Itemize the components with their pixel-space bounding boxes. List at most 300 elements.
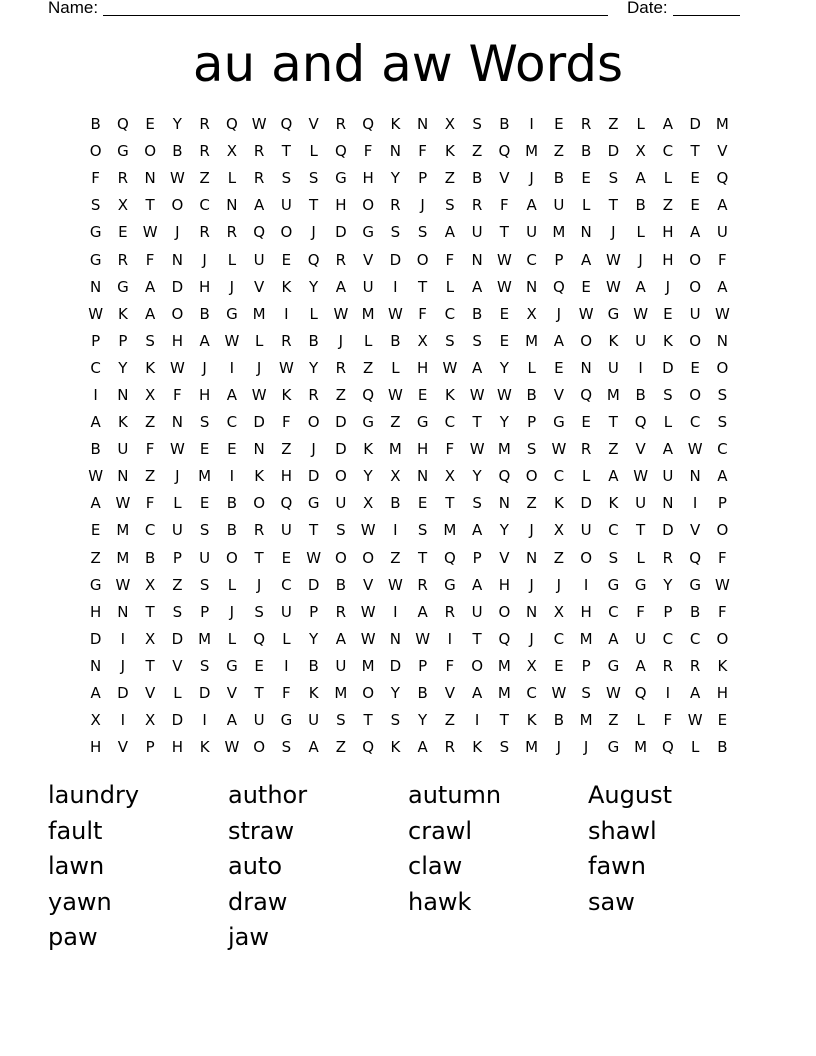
grid-letter[interactable]: T	[608, 413, 618, 432]
grid-letter[interactable]: J	[529, 575, 534, 594]
grid-letter[interactable]: P	[118, 331, 128, 350]
grid-letter[interactable]: R	[390, 196, 401, 215]
grid-letter[interactable]: E	[581, 169, 591, 188]
grid-letter[interactable]: F	[718, 250, 727, 269]
grid-letter[interactable]: O	[716, 521, 729, 540]
grid-letter[interactable]: H	[498, 575, 511, 594]
grid-letter[interactable]: A	[471, 277, 483, 296]
grid-letter[interactable]: J	[556, 738, 562, 757]
grid-letter[interactable]: K	[608, 494, 619, 513]
grid-letter[interactable]: E	[145, 115, 155, 134]
grid-letter[interactable]: U	[635, 331, 647, 350]
grid-letter[interactable]: I	[474, 711, 480, 730]
grid-letter[interactable]: J	[556, 575, 562, 594]
grid-letter[interactable]: N	[117, 467, 129, 486]
grid-letter[interactable]: T	[363, 711, 373, 730]
grid-letter[interactable]: J	[229, 602, 235, 621]
grid-letter[interactable]: N	[471, 250, 483, 269]
grid-letter[interactable]: B	[635, 196, 646, 215]
grid-letter[interactable]: K	[444, 385, 455, 404]
grid-letter[interactable]: A	[471, 358, 483, 377]
grid-letter[interactable]: Z	[90, 548, 101, 567]
grid-letter[interactable]: D	[89, 629, 102, 648]
grid-letter[interactable]: K	[444, 142, 455, 161]
grid-letter[interactable]: H	[89, 602, 102, 621]
grid-letter[interactable]: N	[117, 385, 129, 404]
grid-letter[interactable]: O	[362, 684, 375, 703]
grid-letter[interactable]: U	[362, 277, 374, 296]
grid-letter[interactable]: I	[583, 575, 589, 594]
grid-letter[interactable]: G	[689, 575, 701, 594]
grid-letter[interactable]: W	[360, 602, 376, 621]
grid-letter[interactable]: R	[335, 250, 347, 269]
grid-letter[interactable]: C	[444, 413, 456, 432]
grid-letter[interactable]: G	[117, 277, 129, 296]
grid-letter[interactable]: Z	[199, 169, 210, 188]
grid-letter[interactable]: L	[391, 358, 400, 377]
grid-letter[interactable]: Q	[225, 115, 238, 134]
grid-letter[interactable]: Q	[661, 738, 674, 757]
grid-letter[interactable]: S	[336, 521, 346, 540]
grid-letter[interactable]: T	[499, 223, 509, 242]
grid-letter[interactable]: K	[254, 467, 265, 486]
grid-letter[interactable]: G	[280, 711, 293, 730]
grid-letter[interactable]: L	[636, 711, 645, 730]
grid-letter[interactable]: T	[254, 684, 264, 703]
grid-letter[interactable]: X	[526, 304, 537, 323]
grid-letter[interactable]: D	[117, 684, 129, 703]
grid-letter[interactable]: S	[390, 223, 401, 242]
grid-letter[interactable]: E	[499, 304, 510, 323]
grid-letter[interactable]: T	[636, 521, 646, 540]
grid-letter[interactable]: P	[145, 738, 155, 757]
grid-letter[interactable]: F	[445, 250, 455, 269]
grid-letter[interactable]: A	[335, 629, 346, 648]
grid-letter[interactable]: R	[199, 223, 210, 242]
grid-letter[interactable]: B	[471, 169, 483, 188]
grid-letter[interactable]: I	[229, 467, 235, 486]
grid-letter[interactable]: L	[227, 250, 237, 269]
grid-letter[interactable]: U	[635, 629, 647, 648]
grid-letter[interactable]: D	[607, 142, 620, 161]
grid-letter[interactable]: H	[171, 331, 184, 350]
grid-letter[interactable]: Z	[172, 575, 183, 594]
grid-letter[interactable]: S	[608, 548, 619, 567]
grid-letter[interactable]: A	[689, 223, 701, 242]
grid-letter[interactable]: O	[253, 494, 266, 513]
grid-letter[interactable]: G	[607, 738, 620, 757]
grid-letter[interactable]: Z	[662, 196, 674, 215]
grid-letter[interactable]: V	[308, 115, 319, 134]
grid-letter[interactable]: Q	[334, 142, 347, 161]
grid-letter[interactable]: A	[553, 331, 564, 350]
grid-letter[interactable]: C	[281, 575, 292, 594]
grid-letter[interactable]: L	[636, 548, 645, 567]
grid-letter[interactable]: X	[90, 711, 101, 730]
grid-letter[interactable]: Q	[116, 115, 129, 134]
grid-letter[interactable]: A	[253, 196, 265, 215]
grid-letter[interactable]: P	[472, 548, 482, 567]
grid-letter[interactable]: J	[556, 304, 562, 323]
grid-letter[interactable]: D	[389, 656, 402, 675]
grid-letter[interactable]: T	[281, 142, 291, 161]
grid-letter[interactable]: Q	[498, 629, 511, 648]
grid-letter[interactable]: H	[171, 738, 184, 757]
grid-letter[interactable]: T	[472, 629, 482, 648]
grid-letter[interactable]: V	[362, 250, 374, 269]
grid-letter[interactable]: L	[173, 494, 182, 513]
grid-letter[interactable]: D	[335, 413, 347, 432]
grid-letter[interactable]: Q	[362, 115, 375, 134]
grid-letter[interactable]: B	[144, 548, 156, 567]
grid-letter[interactable]: N	[226, 196, 238, 215]
grid-letter[interactable]: R	[689, 656, 701, 675]
grid-letter[interactable]: H	[198, 385, 211, 404]
grid-letter[interactable]: B	[335, 575, 347, 594]
grid-letter[interactable]: L	[636, 115, 645, 134]
grid-letter[interactable]: A	[471, 575, 483, 594]
grid-letter[interactable]: F	[173, 385, 182, 404]
grid-letter[interactable]: G	[89, 250, 102, 269]
grid-letter[interactable]: I	[665, 684, 671, 703]
grid-letter[interactable]: R	[662, 548, 674, 567]
grid-letter[interactable]: A	[635, 277, 646, 296]
grid-letter[interactable]: J	[338, 331, 344, 350]
grid-letter[interactable]: Y	[663, 575, 673, 594]
grid-letter[interactable]: S	[199, 413, 210, 432]
grid-letter[interactable]: A	[526, 196, 537, 215]
grid-letter[interactable]: S	[281, 169, 292, 188]
grid-letter[interactable]: W	[306, 548, 322, 567]
grid-letter[interactable]: U	[117, 440, 129, 459]
grid-letter[interactable]: U	[471, 223, 483, 242]
grid-letter[interactable]: B	[689, 602, 701, 621]
grid-letter[interactable]: U	[635, 494, 647, 513]
grid-letter[interactable]: W	[605, 684, 621, 703]
grid-letter[interactable]: T	[499, 711, 509, 730]
grid-letter[interactable]: C	[444, 304, 456, 323]
grid-letter[interactable]: E	[554, 656, 564, 675]
grid-letter[interactable]: Z	[390, 548, 401, 567]
grid-letter[interactable]: G	[607, 656, 620, 675]
grid-letter[interactable]: U	[335, 656, 347, 675]
grid-letter[interactable]: F	[718, 602, 727, 621]
grid-letter[interactable]: J	[638, 250, 643, 269]
grid-letter[interactable]: B	[717, 738, 728, 757]
grid-letter[interactable]: M	[388, 440, 402, 459]
grid-letter[interactable]: L	[282, 629, 291, 648]
grid-letter[interactable]: W	[169, 169, 185, 188]
grid-letter[interactable]: S	[472, 494, 482, 513]
grid-letter[interactable]: E	[281, 250, 292, 269]
grid-letter[interactable]: K	[117, 304, 128, 323]
grid-letter[interactable]: P	[200, 602, 210, 621]
grid-letter[interactable]: Q	[716, 169, 729, 188]
grid-letter[interactable]: U	[253, 250, 265, 269]
grid-letter[interactable]: A	[417, 602, 428, 621]
grid-letter[interactable]: D	[662, 521, 674, 540]
grid-letter[interactable]: N	[171, 250, 183, 269]
grid-letter[interactable]: G	[226, 656, 238, 675]
grid-letter[interactable]: W	[333, 304, 349, 323]
grid-letter[interactable]: X	[553, 602, 565, 621]
grid-letter[interactable]: R	[444, 738, 456, 757]
grid-letter[interactable]: W	[578, 304, 594, 323]
grid-letter[interactable]: A	[717, 467, 728, 486]
grid-letter[interactable]: P	[91, 331, 101, 350]
grid-letter[interactable]: E	[499, 331, 510, 350]
grid-letter[interactable]: B	[471, 304, 483, 323]
grid-letter[interactable]: F	[718, 548, 727, 567]
grid-letter[interactable]: J	[583, 738, 589, 757]
grid-letter[interactable]: R	[253, 521, 265, 540]
grid-letter[interactable]: M	[252, 304, 266, 323]
grid-letter[interactable]: Z	[144, 467, 156, 486]
grid-letter[interactable]: X	[417, 331, 428, 350]
grid-letter[interactable]: D	[335, 440, 347, 459]
grid-letter[interactable]: T	[418, 277, 428, 296]
grid-letter[interactable]: A	[90, 494, 101, 513]
grid-letter[interactable]: A	[226, 385, 237, 404]
grid-letter[interactable]: K	[472, 738, 483, 757]
grid-letter[interactable]: L	[663, 413, 673, 432]
grid-letter[interactable]: W	[496, 277, 512, 296]
grid-letter[interactable]: T	[608, 196, 618, 215]
grid-letter[interactable]: P	[581, 656, 591, 675]
grid-letter[interactable]: K	[390, 738, 401, 757]
grid-letter[interactable]: W	[360, 521, 376, 540]
grid-letter[interactable]: Q	[443, 548, 456, 567]
grid-letter[interactable]: E	[581, 413, 591, 432]
grid-letter[interactable]: D	[198, 684, 211, 703]
grid-letter[interactable]: A	[635, 656, 646, 675]
grid-letter[interactable]: J	[311, 440, 316, 459]
grid-letter[interactable]: L	[581, 467, 591, 486]
grid-letter[interactable]: Z	[553, 548, 565, 567]
grid-letter[interactable]: C	[553, 467, 565, 486]
grid-letter[interactable]: G	[553, 413, 565, 432]
grid-letter[interactable]: U	[662, 467, 674, 486]
grid-letter[interactable]: F	[145, 250, 155, 269]
grid-letter[interactable]: E	[254, 656, 264, 675]
grid-letter[interactable]: W	[224, 331, 240, 350]
grid-letter[interactable]: F	[282, 684, 291, 703]
grid-letter[interactable]: T	[254, 548, 264, 567]
grid-letter[interactable]: D	[689, 115, 701, 134]
grid-letter[interactable]: W	[496, 250, 512, 269]
grid-letter[interactable]: G	[89, 223, 102, 242]
grid-letter[interactable]: Y	[499, 413, 509, 432]
grid-letter[interactable]: W	[442, 358, 458, 377]
grid-letter[interactable]: W	[387, 385, 403, 404]
grid-letter[interactable]: P	[309, 602, 319, 621]
grid-letter[interactable]: N	[716, 331, 728, 350]
grid-letter[interactable]: N	[171, 413, 183, 432]
grid-letter[interactable]: F	[363, 142, 373, 161]
grid-letter[interactable]: S	[145, 331, 155, 350]
grid-letter[interactable]: W	[605, 250, 621, 269]
grid-letter[interactable]: A	[689, 684, 701, 703]
grid-letter[interactable]: P	[527, 413, 537, 432]
grid-letter[interactable]: J	[256, 575, 262, 594]
grid-letter[interactable]: A	[662, 115, 673, 134]
grid-letter[interactable]: T	[418, 548, 428, 567]
grid-letter[interactable]: G	[634, 575, 647, 594]
grid-letter[interactable]: O	[280, 223, 293, 242]
grid-letter[interactable]: O	[689, 250, 702, 269]
grid-letter[interactable]: R	[226, 223, 238, 242]
grid-letter[interactable]: A	[90, 413, 101, 432]
grid-letter[interactable]: Q	[689, 548, 702, 567]
grid-letter[interactable]: W	[633, 304, 649, 323]
grid-letter[interactable]: E	[690, 196, 700, 215]
grid-letter[interactable]: W	[551, 684, 567, 703]
grid-letter[interactable]: U	[280, 521, 292, 540]
grid-letter[interactable]: G	[362, 413, 374, 432]
grid-letter[interactable]: W	[251, 115, 267, 134]
grid-letter[interactable]: K	[390, 115, 401, 134]
grid-letter[interactable]: U	[280, 196, 292, 215]
grid-letter[interactable]: W	[687, 711, 703, 730]
grid-letter[interactable]: Q	[580, 385, 593, 404]
grid-letter[interactable]: E	[199, 494, 210, 513]
grid-letter[interactable]: M	[579, 711, 593, 730]
grid-letter[interactable]: K	[117, 413, 128, 432]
grid-letter[interactable]: S	[445, 196, 455, 215]
grid-letter[interactable]: E	[663, 304, 673, 323]
grid-letter[interactable]: V	[444, 684, 455, 703]
grid-letter[interactable]: N	[417, 467, 429, 486]
grid-letter[interactable]: W	[415, 629, 431, 648]
grid-letter[interactable]: H	[198, 277, 211, 296]
grid-letter[interactable]: U	[580, 521, 592, 540]
grid-letter[interactable]: A	[335, 277, 346, 296]
grid-letter[interactable]: C	[662, 142, 674, 161]
grid-letter[interactable]: B	[390, 331, 401, 350]
grid-letter[interactable]: H	[580, 602, 592, 621]
grid-letter[interactable]: N	[90, 656, 102, 675]
grid-letter[interactable]: G	[416, 413, 429, 432]
grid-letter[interactable]: S	[472, 115, 482, 134]
grid-letter[interactable]: J	[202, 250, 207, 269]
grid-letter[interactable]: M	[497, 656, 511, 675]
grid-letter[interactable]: I	[93, 385, 98, 404]
grid-letter[interactable]: C	[553, 629, 565, 648]
grid-letter[interactable]: A	[90, 684, 101, 703]
grid-letter[interactable]: O	[525, 467, 538, 486]
grid-letter[interactable]: T	[690, 142, 700, 161]
grid-letter[interactable]: D	[307, 467, 320, 486]
grid-letter[interactable]: L	[309, 304, 318, 323]
grid-letter[interactable]: X	[553, 521, 565, 540]
grid-letter[interactable]: Y	[499, 358, 509, 377]
grid-letter[interactable]: G	[307, 494, 320, 513]
grid-letter[interactable]: S	[526, 440, 537, 459]
grid-letter[interactable]: O	[716, 629, 729, 648]
grid-letter[interactable]: T	[145, 602, 155, 621]
grid-letter[interactable]: U	[607, 358, 619, 377]
grid-letter[interactable]: O	[144, 142, 157, 161]
grid-letter[interactable]: G	[607, 304, 620, 323]
grid-letter[interactable]: X	[526, 656, 537, 675]
grid-letter[interactable]: L	[690, 738, 700, 757]
grid-letter[interactable]: X	[117, 196, 129, 215]
grid-letter[interactable]: M	[198, 629, 212, 648]
grid-letter[interactable]: I	[284, 304, 289, 323]
grid-letter[interactable]: J	[120, 656, 126, 675]
grid-letter[interactable]: Q	[253, 629, 266, 648]
grid-letter[interactable]: D	[253, 413, 265, 432]
grid-letter[interactable]: Y	[390, 169, 400, 188]
grid-letter[interactable]: W	[387, 575, 403, 594]
grid-letter[interactable]: G	[89, 575, 102, 594]
grid-letter[interactable]: Z	[471, 142, 483, 161]
grid-letter[interactable]: F	[145, 440, 155, 459]
grid-letter[interactable]: B	[417, 684, 428, 703]
grid-letter[interactable]: P	[717, 494, 727, 513]
grid-letter[interactable]: M	[525, 738, 539, 757]
grid-letter[interactable]: R	[253, 169, 265, 188]
grid-letter[interactable]: U	[199, 548, 211, 567]
grid-letter[interactable]: S	[717, 413, 728, 432]
grid-letter[interactable]: L	[173, 684, 182, 703]
grid-letter[interactable]: J	[311, 223, 316, 242]
grid-letter[interactable]: J	[202, 358, 207, 377]
grid-letter[interactable]: B	[526, 385, 537, 404]
grid-letter[interactable]: B	[635, 385, 646, 404]
grid-letter[interactable]: Y	[118, 358, 128, 377]
grid-letter[interactable]: S	[199, 575, 210, 594]
grid-letter[interactable]: U	[308, 711, 320, 730]
grid-letter[interactable]: Z	[335, 738, 347, 757]
grid-letter[interactable]: K	[662, 331, 673, 350]
grid-letter[interactable]: N	[389, 629, 401, 648]
grid-letter[interactable]: L	[227, 575, 237, 594]
grid-letter[interactable]: P	[418, 169, 428, 188]
grid-letter[interactable]: L	[363, 331, 373, 350]
grid-letter[interactable]: C	[90, 358, 101, 377]
grid-letter[interactable]: B	[308, 656, 319, 675]
grid-letter[interactable]: E	[227, 440, 237, 459]
grid-letter[interactable]: D	[335, 223, 347, 242]
grid-letter[interactable]: S	[308, 169, 319, 188]
grid-letter[interactable]: K	[281, 277, 292, 296]
grid-letter[interactable]: U	[280, 602, 292, 621]
grid-letter[interactable]: C	[662, 629, 674, 648]
grid-letter[interactable]: R	[199, 115, 210, 134]
grid-letter[interactable]: J	[665, 277, 671, 296]
grid-letter[interactable]: Z	[608, 711, 619, 730]
grid-letter[interactable]: A	[608, 629, 619, 648]
grid-letter[interactable]: J	[529, 169, 534, 188]
grid-letter[interactable]: F	[282, 413, 291, 432]
grid-letter[interactable]: U	[526, 223, 538, 242]
grid-letter[interactable]: O	[416, 250, 429, 269]
grid-letter[interactable]: B	[199, 304, 210, 323]
grid-letter[interactable]: M	[552, 223, 566, 242]
grid-letter[interactable]: G	[607, 575, 620, 594]
grid-letter[interactable]: E	[118, 223, 128, 242]
grid-letter[interactable]: N	[526, 548, 538, 567]
grid-letter[interactable]: I	[120, 711, 126, 730]
grid-letter[interactable]: C	[608, 602, 619, 621]
grid-letter[interactable]: Y	[172, 115, 182, 134]
grid-letter[interactable]: S	[199, 521, 210, 540]
grid-letter[interactable]: L	[581, 196, 591, 215]
grid-letter[interactable]: V	[226, 684, 237, 703]
grid-letter[interactable]: J	[175, 223, 180, 242]
grid-letter[interactable]: L	[254, 331, 264, 350]
